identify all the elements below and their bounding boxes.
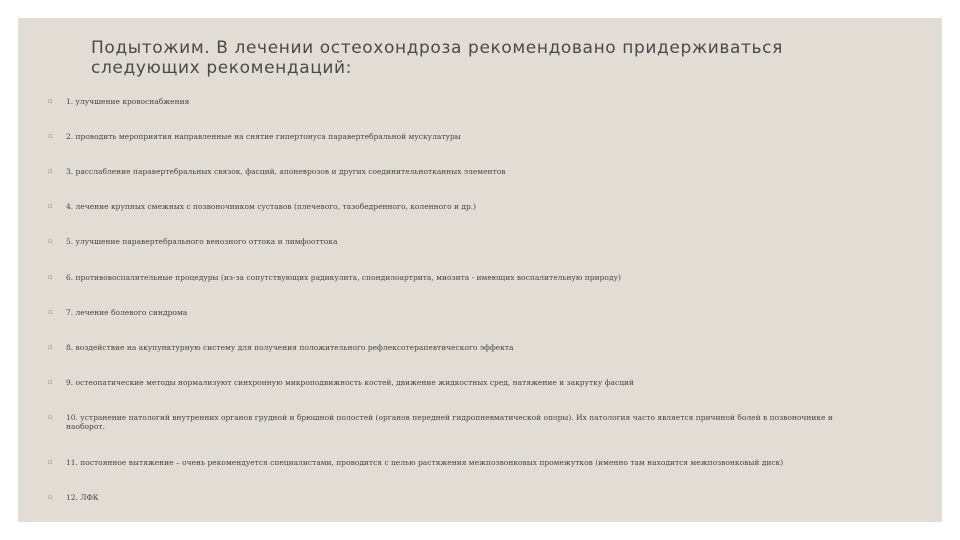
- bullet-icon: ▫: [48, 413, 53, 421]
- bullet-icon: ▫: [48, 343, 53, 351]
- bullet-icon: ▫: [48, 167, 53, 175]
- list-item-text: 9. остеопатические методы нормализуют синхронную микроподвижность костей, движение жидкостных сред, натяжение и закрутку фасций: [66, 378, 635, 387]
- slide: [18, 18, 942, 522]
- list-item: [48, 458, 868, 467]
- list-item: [48, 132, 868, 141]
- list-item-text: 4. лечение крупных смежных с позвоночником суставов (плечевого, тазобедренного, коленного и др.): [66, 202, 477, 211]
- bullet-icon: ▫: [48, 132, 53, 140]
- list-item-text: 8. воздействие на акупунктурную систему для получения положительного рефлексотерапевтического эффекта: [66, 343, 514, 352]
- slide-title: Подытожим. В лечении остеохондроза рекомендовано придерживаться следующих рекомендаций:: [91, 38, 783, 78]
- list-item-text: 1. улучшение кровоснабжения: [66, 97, 190, 106]
- list-item: [48, 202, 868, 211]
- bullet-icon: ▫: [48, 202, 53, 210]
- list-item-text: 11. постоянное вытяжение – очень рекомендуется специалистами, проводится с целью растяжения межпозвонковых промежутков (именно там находится межпозвонковый диск): [66, 458, 784, 467]
- bullet-icon: ▫: [48, 378, 53, 386]
- bullet-icon: ▫: [48, 458, 53, 466]
- list-item: [48, 343, 868, 352]
- list-item-text: 2. проводить мероприятия направленные на снятие гипертонуса паравертебральной мускулатуры: [66, 132, 461, 141]
- bullet-icon: ▫: [48, 97, 53, 105]
- list-item: [48, 308, 868, 317]
- bullet-icon: ▫: [48, 237, 53, 245]
- list-item: [48, 493, 868, 502]
- list-item-text: 6. противовоспалительные процедуры (из-за сопутствующих радикулита, спондилоартрита, миозита - имеющих воспалительную природу): [66, 273, 621, 282]
- list-item-text: 10. устранение патологий внутренних органов грудной и брюшной полостей (органов передней гидропневматической опоры). Их патология часто является причиной болей в позвоночнике и наоборот.: [66, 413, 833, 431]
- list-item: [48, 273, 868, 282]
- list-item-text: 3. расслабление паравертебральных связок, фасций, апоневрозов и других соединительнотканных элементов: [66, 167, 506, 176]
- list-item-text: 7. лечение болевого синдрома: [66, 308, 188, 317]
- list-item: [48, 97, 868, 106]
- list-item-text: 5. улучшение паравертебрального венозного оттока и лимфооттока: [66, 237, 338, 246]
- list-item: [48, 167, 868, 176]
- list-item: [48, 378, 868, 387]
- bullet-icon: ▫: [48, 308, 53, 316]
- bullet-icon: ▫: [48, 493, 53, 501]
- bullet-icon: ▫: [48, 273, 53, 281]
- list-item-text: 12. ЛФК: [66, 493, 99, 502]
- list-item: [48, 413, 868, 431]
- list-item: [48, 237, 868, 246]
